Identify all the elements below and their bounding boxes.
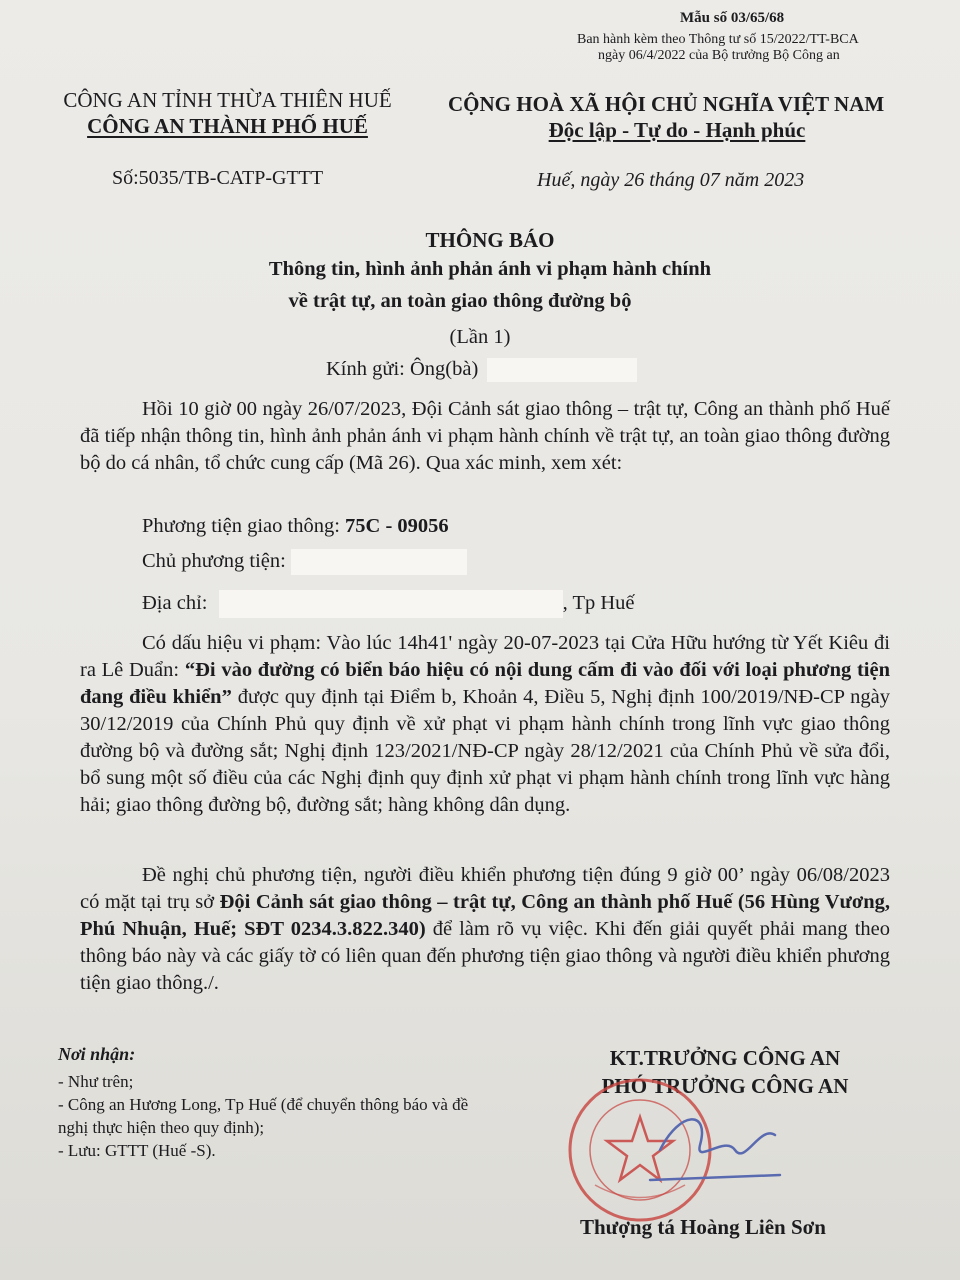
signature-title-1: KT.TRƯỞNG CÔNG AN [609,1046,841,1070]
agency-name-text: CÔNG AN THÀNH PHỐ HUẾ [87,114,368,138]
nation-name: CỘNG HOÀ XÃ HỘI CHỦ NGHĨA VIỆT NAM [448,92,885,116]
request-location: Đội Cảnh sát giao thông – trật tự, Công an thành phố Huế (56 Hùng Vương, Phú Nhuận, Huế; SĐT 0234.3.822.340) [80,891,890,940]
document-number: Số:5035/TB-CATP-GTTT [112,167,324,189]
form-circular-line: Ban hành kèm theo Thông tư số 15/2022/TT-BCA [577,32,859,47]
violation-description: “Đi vào đường có biển báo hiệu có nội dung cấm đi vào đối với loại phương tiện đang điều khiển” [80,659,890,708]
recipient-item: - Lưu: GTTT (Huế -S). [58,1141,216,1160]
document-title: THÔNG BÁO [425,228,555,252]
violation-paragraph [80,630,890,819]
address-suffix: , Tp Huế [562,592,635,614]
place-date: Huế, ngày 26 tháng 07 năm 2023 [537,169,805,191]
address-label: Địa chỉ: [142,592,208,614]
owner-label: Chủ phương tiện: [142,550,286,572]
owner-redaction [291,549,467,575]
recipients-title: Nơi nhận: [58,1044,136,1064]
vehicle-label: Phương tiện giao thông: [142,515,346,537]
request-lead: Đề nghị chủ phương tiện, người điều khiển phương tiện đúng 9 giờ 00’ ngày 06/08/2023 có mặt tại trụ sở [80,864,890,913]
form-number: Mẫu số 03/65/68 [680,10,785,26]
recipient-redaction [487,358,637,382]
form-date-line: ngày 06/4/2022 của Bộ trưởng Bộ Công an [598,48,840,63]
agency-name [40,114,415,139]
nation-motto [448,118,906,143]
document-subtitle-2: về trật tự, an toàn giao thông đường bộ [288,290,632,312]
agency-parent: CÔNG AN TỈNH THỪA THIÊN HUẾ [63,88,392,112]
document-subtitle-1: Thông tin, hình ảnh phản ánh vi phạm hành chính [268,258,712,280]
recipient-line [326,358,637,382]
vehicle-plate: 75C - 09056 [345,515,449,537]
intro-paragraph: Hồi 10 giờ 00 ngày 26/07/2023, Đội Cảnh sát giao thông – trật tự, Công an thành phố Huế đã tiếp nhận thông tin, hình ảnh phản ánh vi phạm hành chính về trật tự, an toàn giao thông đường bộ do cá nhân, tổ chức cung cấp (Mã 26). Qua xác minh, xem xét: [80,398,890,474]
owner-line [142,548,467,575]
vehicle-line [142,513,449,540]
request-rest: để làm rõ vụ việc. Khi đến giải quyết phải mang theo thông báo này và các giấy tờ có liên quan đến phương tiện giao thông và người điều khiển phương tiện giao thông./. [80,918,890,994]
handwritten-signature-icon [640,1105,790,1195]
signature-title-2: PHÓ TRƯỞNG CÔNG AN [601,1074,849,1098]
nation-motto-text: Độc lập - Tự do - Hạnh phúc [548,118,806,142]
address-line [142,590,635,618]
violation-lead: Có dấu hiệu vi phạm: Vào lúc 14h41' ngày 20-07-2023 tại Cửa Hữu hướng từ Yết Kiêu đi ra Lê Duẩn: [80,632,890,681]
request-paragraph [80,862,890,997]
signer-name: Thượng tá Hoàng Liên Sơn [580,1215,826,1239]
notice-round: (Lần 1) [449,326,511,348]
recipient-item: - Công an Hương Long, Tp Huế (để chuyển thông báo và đề nghị thực hiện theo quy định); [58,1095,469,1137]
recipient-label: Kính gửi: Ông(bà) [326,358,479,380]
recipients-list [58,1070,498,1162]
address-redaction [219,590,563,618]
violation-legal-basis: được quy định tại Điểm b, Khoản 4, Điều 5, Nghị định 100/2019/NĐ-CP ngày 30/12/2019 của Chính Phủ quy định về xử phạt vi phạm hành chính trong lĩnh vực giao thông đường bộ và đường sắt; Nghị định 123/2021/NĐ-CP ngày 28/12/2021 của Chính Phủ về sửa đổi, bổ sung một số điều của các Nghị định quy định xử phạt vi phạm hành chính trong lĩnh vực hàng hải; giao thông đường bộ, đường sắt; hàng không dân dụng. [80,686,890,816]
recipient-item: - Như trên; [58,1072,134,1091]
